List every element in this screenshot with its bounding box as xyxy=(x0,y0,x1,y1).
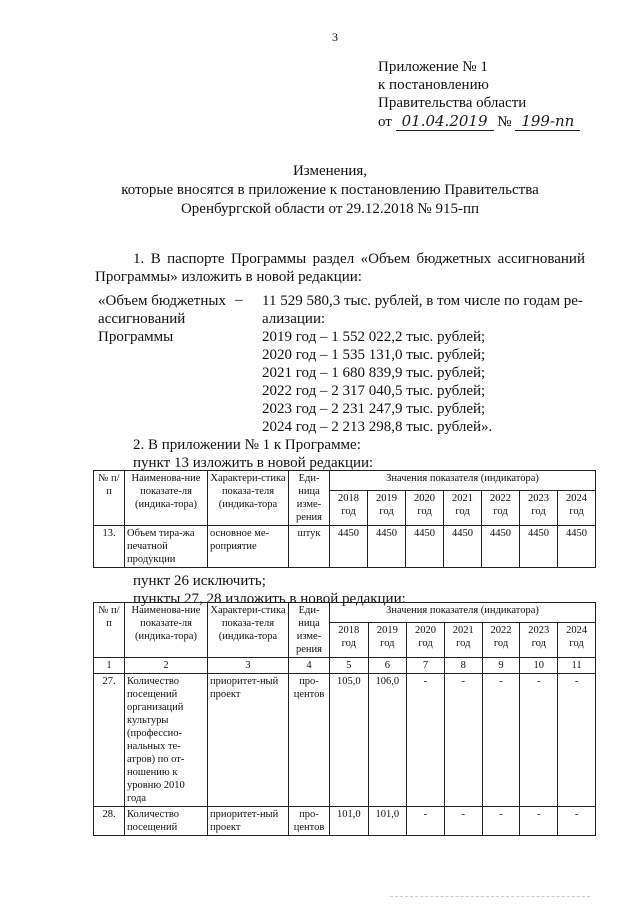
row-value: 4450 xyxy=(444,526,482,568)
header-unit: Еди-ница изме-рения xyxy=(289,471,330,526)
col-num: 10 xyxy=(520,658,558,674)
indicator-table-2 xyxy=(93,602,596,836)
document-title xyxy=(100,162,560,219)
passport-line: 2019 год – 1 552 022,2 тыс. рублей; xyxy=(262,329,486,345)
table-row xyxy=(94,526,596,568)
row-num: 27. xyxy=(94,674,125,807)
col-num: 4 xyxy=(289,658,330,674)
number-handwritten: 199-пп xyxy=(515,112,580,131)
row-value: - xyxy=(558,674,596,807)
passport-line: ализации: xyxy=(262,311,326,327)
passport-line: 2022 год – 2 317 040,5 тыс. рублей; xyxy=(262,383,486,399)
header-year: 2021 год xyxy=(444,490,482,525)
header-year: 2019 год xyxy=(368,490,406,525)
row-value: 4450 xyxy=(330,526,368,568)
row-name: Объем тира-жа печатной продукции xyxy=(125,526,208,568)
row-value: - xyxy=(520,674,558,807)
col-num: 11 xyxy=(558,658,596,674)
row-value: - xyxy=(482,674,520,807)
scan-artifact xyxy=(390,896,590,899)
row-unit: штук xyxy=(289,526,330,568)
row-num: 28. xyxy=(94,807,125,836)
row-value: 101,0 xyxy=(368,807,407,836)
row-name: Количество посещений организаций культуры (профессио-нальных те-атров) по от-ношению к уровню 2010 года xyxy=(125,674,208,807)
header-char: Характери-стика показа-теля (индика-тора xyxy=(208,471,289,526)
title-line-3: Оренбургской области от 29.12.2018 № 915-пп xyxy=(180,201,480,217)
appendix-line-3: Правительства области xyxy=(378,95,527,111)
paragraph-1: 1. В паспорте Программы раздел «Объем бюджетных ассигнований Программы» изложить в новой редакции: xyxy=(95,251,585,285)
appendix-block xyxy=(378,58,580,131)
row-value: 4450 xyxy=(406,526,444,568)
header-year: 2023 год xyxy=(520,490,558,525)
passport-line: 2020 год – 1 535 131,0 тыс. рублей; xyxy=(262,347,486,363)
header-year: 2018 год xyxy=(330,490,368,525)
row-value: - xyxy=(407,674,445,807)
passport-right xyxy=(262,292,592,436)
row-value: 4450 xyxy=(558,526,596,568)
row-name: Количество посещений xyxy=(125,807,208,836)
row-unit: про-центов xyxy=(289,807,330,836)
header-year: 2020 год xyxy=(406,490,444,525)
passport-line: 2024 год – 2 213 298,8 тыс. рублей». xyxy=(262,419,493,435)
header-year: 2018 год xyxy=(330,622,369,657)
row-char: основное ме-роприятие xyxy=(208,526,289,568)
number-label: № xyxy=(497,114,512,130)
column-number-row xyxy=(94,658,596,674)
row-value: - xyxy=(444,807,482,836)
row-value: - xyxy=(520,807,558,836)
header-year: 2019 год xyxy=(368,622,407,657)
row-value: 105,0 xyxy=(330,674,369,807)
header-name: Наименова-ние показате-ля (индика-тора) xyxy=(125,603,208,658)
row-value: - xyxy=(482,807,520,836)
table-row xyxy=(94,674,596,807)
paragraph-3: пункт 13 изложить в новой редакции: xyxy=(133,455,374,471)
header-year: 2020 год xyxy=(407,622,445,657)
header-name: Наименова-ние показате-ля (индика-тора) xyxy=(125,471,208,526)
header-num: № п/п xyxy=(94,603,125,658)
row-value: - xyxy=(558,807,596,836)
row-char: приоритет-ный проект xyxy=(208,674,289,807)
header-year: 2024 год xyxy=(558,490,596,525)
row-value: 4450 xyxy=(482,526,520,568)
page-number: 3 xyxy=(332,30,338,44)
appendix-line-1: Приложение № 1 xyxy=(378,59,488,75)
passport-line: 11 529 580,3 тыс. рублей, в том числе по годам ре- xyxy=(262,293,583,309)
header-year: 2024 год xyxy=(558,622,596,657)
header-year: 2021 год xyxy=(444,622,482,657)
header-year: 2022 год xyxy=(482,622,520,657)
col-num: 6 xyxy=(368,658,407,674)
title-line-1: Изменения, xyxy=(292,163,368,179)
col-num: 9 xyxy=(482,658,520,674)
appendix-date-line xyxy=(378,112,580,131)
indicator-table-1 xyxy=(93,470,596,568)
passport-left-label: «Объем бюджетных ассигнований Программы xyxy=(98,293,226,345)
date-handwritten: 01.04.2019 xyxy=(396,112,494,131)
row-unit: про-центов xyxy=(289,674,330,807)
title-line-2: которые вносятся в приложение к постановлению Правительства xyxy=(121,182,539,198)
row-value: - xyxy=(444,674,482,807)
header-char: Характери-стика показа-теля (индика-тора xyxy=(208,603,289,658)
row-value: 4450 xyxy=(520,526,558,568)
row-value: 4450 xyxy=(368,526,406,568)
col-num: 2 xyxy=(125,658,208,674)
col-num: 5 xyxy=(330,658,369,674)
passport-line: 2023 год – 2 231 247,9 тыс. рублей; xyxy=(262,401,486,417)
col-num: 3 xyxy=(208,658,289,674)
header-num: № п/п xyxy=(94,471,125,526)
table-row xyxy=(94,807,596,836)
row-value: - xyxy=(407,807,445,836)
header-year: 2023 год xyxy=(520,622,558,657)
date-prefix: от xyxy=(378,114,392,130)
row-char: приоритет-ный проект xyxy=(208,807,289,836)
paragraph-2: 2. В приложении № 1 к Программе: xyxy=(133,437,361,453)
header-unit: Еди-ница изме-рения xyxy=(289,603,330,658)
col-num: 8 xyxy=(444,658,482,674)
appendix-line-2: к постановлению xyxy=(378,77,489,93)
passport-line: 2021 год – 1 680 839,9 тыс. рублей; xyxy=(262,365,486,381)
paragraph-4: пункт 26 исключить; xyxy=(133,573,266,589)
row-num: 13. xyxy=(94,526,125,568)
header-year: 2022 год xyxy=(482,490,520,525)
col-num: 7 xyxy=(407,658,445,674)
row-value: 101,0 xyxy=(330,807,369,836)
col-num: 1 xyxy=(94,658,125,674)
header-values: Значения показателя (индикатора) xyxy=(330,603,596,623)
paragraph-5: пункты 27, 28 изложить в новой редакции: xyxy=(133,591,406,607)
header-values: Значения показателя (индикатора) xyxy=(330,471,596,491)
row-value: 106,0 xyxy=(368,674,407,807)
passport-dash: – xyxy=(235,292,243,308)
